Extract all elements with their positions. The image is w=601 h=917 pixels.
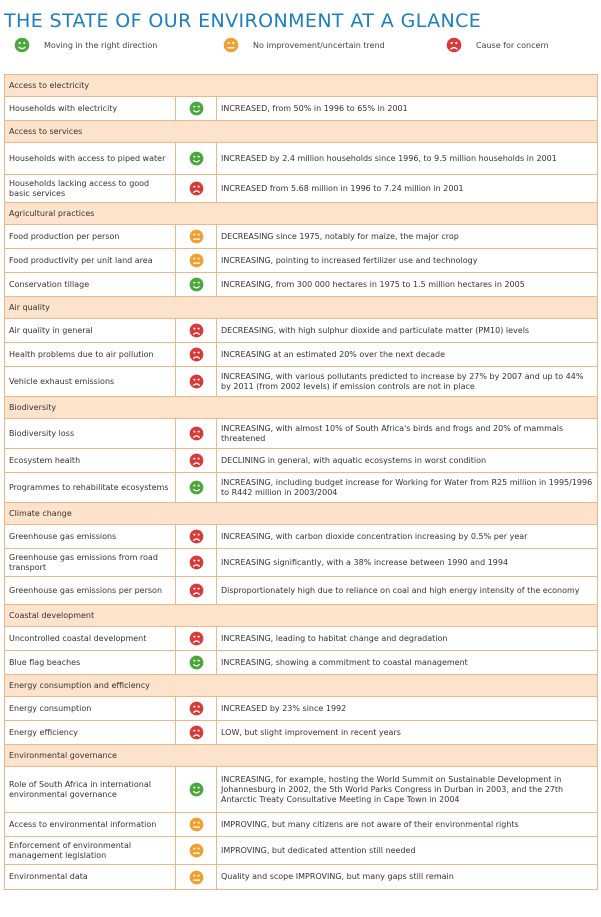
sad-face-icon (189, 725, 204, 740)
table-row (5, 813, 597, 837)
trend-cell: DECLINING in general, with aquatic ecosystems in worst condition (221, 455, 487, 465)
table-row (5, 473, 597, 503)
table-row (5, 449, 597, 473)
sad-face-icon (446, 37, 476, 53)
indicator-cell: Energy consumption (5, 697, 176, 720)
status-cell (176, 319, 217, 342)
table-row (5, 721, 597, 745)
table-row (5, 367, 597, 397)
status-cell (176, 449, 217, 472)
legend-label-good: Moving in the right direction (44, 40, 158, 50)
status-cell (176, 97, 217, 120)
status-cell (176, 525, 217, 548)
indicator-cell: Vehicle exhaust emissions (5, 367, 176, 396)
smiley-face-icon (14, 37, 44, 53)
section-header: Biodiversity (5, 397, 597, 419)
table-row (5, 767, 597, 813)
indicator-cell: Enforcement of environmental management legislation (5, 837, 176, 864)
indicator-cell: Programmes to rehabilitate ecosystems (5, 473, 176, 502)
status-cell (176, 343, 217, 366)
sad-face-icon (189, 374, 204, 389)
table-row (5, 343, 597, 367)
trend-cell: INCREASING, pointing to increased fertilizer use and technology (221, 255, 478, 265)
indicator-cell: Access to environmental information (5, 813, 176, 836)
section-header: Coastal development (5, 605, 597, 627)
status-cell (176, 865, 217, 889)
indicator-cell: Health problems due to air pollution (5, 343, 176, 366)
legend-label-bad: Cause for concern (476, 40, 549, 50)
section-header: Access to electricity (5, 75, 597, 97)
trend-cell: INCREASING, from 300 000 hectares in 1975 to 1.5 million hectares in 2005 (221, 279, 525, 289)
table-row (5, 577, 597, 605)
trend-cell: INCREASED by 23% since 1992 (221, 703, 347, 713)
smiley-face-icon (189, 151, 204, 166)
sad-face-icon (189, 529, 204, 544)
legend-item-good (14, 37, 157, 53)
status-cell (176, 837, 217, 864)
table-row (5, 525, 597, 549)
table-row (5, 697, 597, 721)
trend-cell: INCREASING, showing a commitment to coastal management (221, 657, 468, 667)
indicator-cell: Ecosystem health (5, 449, 176, 472)
trend-cell: INCREASED from 5.68 million in 1996 to 7.24 million in 2001 (221, 183, 464, 193)
trend-cell: INCREASING, leading to habitat change and degradation (221, 633, 448, 643)
smiley-face-icon (189, 101, 204, 116)
table-row (5, 97, 597, 121)
section-header: Environmental governance (5, 745, 597, 767)
indicator-cell: Greenhouse gas emissions per person (5, 577, 176, 604)
table-row (5, 143, 597, 175)
legend-item-neutral (223, 37, 385, 53)
sad-face-icon (189, 555, 204, 570)
indicator-cell: Households lacking access to good basic services (5, 175, 176, 202)
table-row (5, 651, 597, 675)
section-header: Air quality (5, 297, 597, 319)
status-cell (176, 473, 217, 502)
smiley-face-icon (189, 480, 204, 495)
trend-cell: INCREASING, for example, hosting the World Summit on Sustainable Development in Johannesburg in 2002, the 5th World Parks Congress in Durban in 2003, and the 27th Antarctic Treaty Consultative Meeting in Cape Town in 2004 (221, 774, 564, 804)
section-header: Climate change (5, 503, 597, 525)
table-row (5, 837, 597, 865)
status-cell (176, 697, 217, 720)
indicator-cell: Food productivity per unit land area (5, 249, 176, 272)
table-row (5, 175, 597, 203)
trend-cell: IMPROVING, but many citizens are not aware of their environmental rights (221, 819, 519, 829)
trend-cell: IMPROVING, but dedicated attention still needed (221, 845, 416, 855)
table-row (5, 627, 597, 651)
indicator-cell: Environmental data (5, 865, 176, 889)
status-cell (176, 767, 217, 812)
status-cell (176, 651, 217, 674)
smiley-face-icon (189, 277, 204, 292)
status-cell (176, 577, 217, 604)
sad-face-icon (189, 453, 204, 468)
status-cell (176, 549, 217, 576)
trend-cell: INCREASING significantly, with a 38% increase between 1990 and 1994 (221, 557, 509, 567)
smiley-face-icon (189, 782, 204, 797)
trend-cell: INCREASING, with various pollutants predicted to increase by 27% by 2007 and up to 44% by 2011 (from 2002 levels) if emission controls are not in place (221, 371, 584, 391)
indicator-cell: Greenhouse gas emissions (5, 525, 176, 548)
trend-cell: DECREASING since 1975, notably for maize, the major crop (221, 231, 459, 241)
status-cell (176, 627, 217, 650)
trend-cell: INCREASED, from 50% in 1996 to 65% in 2001 (221, 103, 408, 113)
indicator-table (4, 74, 598, 890)
table-row (5, 549, 597, 577)
neutral-face-icon (223, 37, 253, 53)
page-title: THE STATE OF OUR ENVIRONMENT AT A GLANCE (4, 10, 482, 32)
sad-face-icon (189, 347, 204, 362)
indicator-cell: Role of South Africa in international environmental governance (5, 767, 176, 812)
section-header: Access to services (5, 121, 597, 143)
sad-face-icon (189, 181, 204, 196)
trend-cell: INCREASED by 2.4 million households since 1996, to 9.5 million households in 2001 (221, 153, 557, 163)
indicator-cell: Air quality in general (5, 319, 176, 342)
indicator-cell: Biodiversity loss (5, 419, 176, 448)
section-header: Agricultural practices (5, 203, 597, 225)
table-row (5, 273, 597, 297)
indicator-cell: Conservation tillage (5, 273, 176, 296)
trend-cell: INCREASING at an estimated 20% over the next decade (221, 349, 446, 359)
neutral-face-icon (189, 870, 204, 885)
status-cell (176, 143, 217, 174)
neutral-face-icon (189, 843, 204, 858)
indicator-cell: Households with electricity (5, 97, 176, 120)
indicator-cell: Uncontrolled coastal development (5, 627, 176, 650)
status-cell (176, 813, 217, 836)
status-cell (176, 225, 217, 248)
trend-cell: Disproportionately high due to reliance on coal and high energy intensity of the economy (221, 585, 580, 595)
trend-cell: INCREASING, with almost 10% of South Africa's birds and frogs and 20% of mammals threatened (221, 423, 564, 443)
indicator-cell: Blue flag beaches (5, 651, 176, 674)
status-cell (176, 721, 217, 744)
neutral-face-icon (189, 817, 204, 832)
indicator-cell: Food production per person (5, 225, 176, 248)
status-cell (176, 249, 217, 272)
status-cell (176, 419, 217, 448)
smiley-face-icon (189, 655, 204, 670)
table-row (5, 419, 597, 449)
sad-face-icon (189, 323, 204, 338)
table-row (5, 225, 597, 249)
indicator-cell: Households with access to piped water (5, 143, 176, 174)
sad-face-icon (189, 583, 204, 598)
status-cell (176, 367, 217, 396)
indicator-cell: Energy efficiency (5, 721, 176, 744)
table-row (5, 319, 597, 343)
neutral-face-icon (189, 229, 204, 244)
table-row (5, 249, 597, 273)
legend-label-neutral: No improvement/uncertain trend (253, 40, 385, 50)
sad-face-icon (189, 631, 204, 646)
trend-cell: DECREASING, with high sulphur dioxide and particulate matter (PM10) levels (221, 325, 530, 335)
trend-cell: INCREASING, with carbon dioxide concentration increasing by 0.5% per year (221, 531, 528, 541)
legend-item-bad (446, 37, 549, 53)
status-cell (176, 175, 217, 202)
indicator-cell: Greenhouse gas emissions from road transport (5, 549, 176, 576)
sad-face-icon (189, 701, 204, 716)
status-cell (176, 273, 217, 296)
section-header: Energy consumption and efficiency (5, 675, 597, 697)
neutral-face-icon (189, 253, 204, 268)
trend-cell: INCREASING, including budget increase for Working for Water from R25 million in 1995/1996 to R442 million in 2003/2004 (221, 477, 593, 497)
trend-cell: LOW, but slight improvement in recent years (221, 727, 401, 737)
sad-face-icon (189, 426, 204, 441)
legend (0, 37, 601, 57)
trend-cell: Quality and scope IMPROVING, but many gaps still remain (221, 872, 454, 881)
table-row (5, 865, 597, 889)
